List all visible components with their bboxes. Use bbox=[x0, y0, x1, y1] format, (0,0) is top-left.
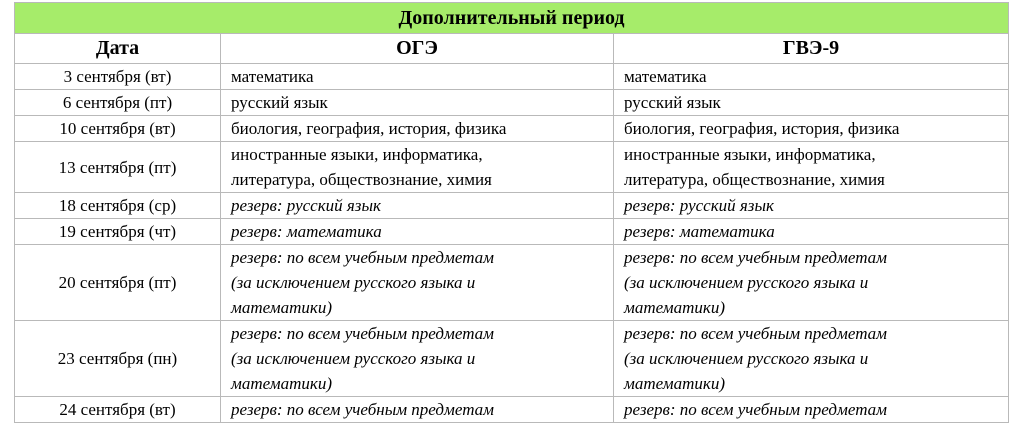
gve-subject-cell: иностранные языки, информатика, литература, обществознание, химия bbox=[614, 142, 1009, 193]
table-row bbox=[15, 116, 1009, 142]
oge-subject-cell: математика bbox=[221, 64, 614, 90]
oge-subject-cell: иностранные языки, информатика, литература, обществознание, химия bbox=[221, 142, 614, 193]
gve-subject-cell: резерв: по всем учебным предметам (за исключением русского языка и математики) bbox=[614, 321, 1009, 397]
date-cell: 19 сентября (чт) bbox=[15, 219, 221, 245]
oge-subject-cell: резерв: по всем учебным предметам (за исключением русского языка и математики) bbox=[221, 245, 614, 321]
oge-subject-cell: резерв: русский язык bbox=[221, 193, 614, 219]
header-row bbox=[15, 34, 1009, 64]
table-row bbox=[15, 397, 1009, 423]
date-cell: 23 сентября (пн) bbox=[15, 321, 221, 397]
date-cell: 20 сентября (пт) bbox=[15, 245, 221, 321]
oge-subject-cell: русский язык bbox=[221, 90, 614, 116]
table-row bbox=[15, 142, 1009, 193]
gve-subject-cell: резерв: по всем учебным предметам bbox=[614, 397, 1009, 423]
table-row bbox=[15, 90, 1009, 116]
date-cell: 24 сентября (вт) bbox=[15, 397, 221, 423]
table-row bbox=[15, 245, 1009, 321]
date-cell: 13 сентября (пт) bbox=[15, 142, 221, 193]
table-row bbox=[15, 321, 1009, 397]
date-cell: 18 сентября (ср) bbox=[15, 193, 221, 219]
table-row bbox=[15, 64, 1009, 90]
gve-subject-cell: биология, география, история, физика bbox=[614, 116, 1009, 142]
title-row bbox=[15, 3, 1009, 34]
date-cell: 3 сентября (вт) bbox=[15, 64, 221, 90]
oge-subject-cell: биология, география, история, физика bbox=[221, 116, 614, 142]
oge-subject-cell: резерв: математика bbox=[221, 219, 614, 245]
table-title: Дополнительный период bbox=[15, 3, 1009, 34]
header-oge: ОГЭ bbox=[221, 34, 614, 64]
oge-subject-cell: резерв: по всем учебным предметам bbox=[221, 397, 614, 423]
header-gve: ГВЭ-9 bbox=[614, 34, 1009, 64]
table-row bbox=[15, 193, 1009, 219]
schedule-table bbox=[14, 2, 1009, 423]
date-cell: 10 сентября (вт) bbox=[15, 116, 221, 142]
table-row bbox=[15, 219, 1009, 245]
table-body bbox=[15, 64, 1009, 423]
gve-subject-cell: резерв: математика bbox=[614, 219, 1009, 245]
gve-subject-cell: русский язык bbox=[614, 90, 1009, 116]
oge-subject-cell: резерв: по всем учебным предметам (за исключением русского языка и математики) bbox=[221, 321, 614, 397]
header-date: Дата bbox=[15, 34, 221, 64]
gve-subject-cell: резерв: по всем учебным предметам (за исключением русского языка и математики) bbox=[614, 245, 1009, 321]
gve-subject-cell: резерв: русский язык bbox=[614, 193, 1009, 219]
date-cell: 6 сентября (пт) bbox=[15, 90, 221, 116]
gve-subject-cell: математика bbox=[614, 64, 1009, 90]
